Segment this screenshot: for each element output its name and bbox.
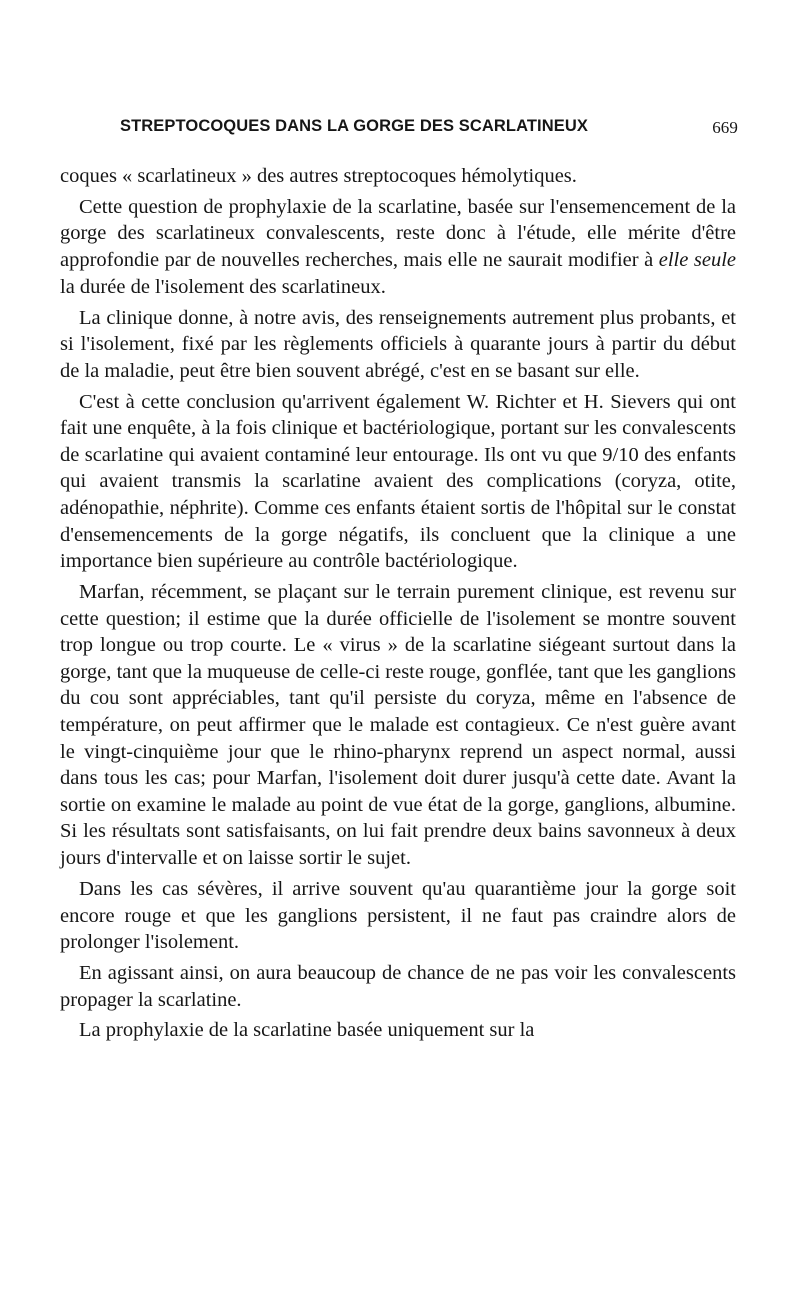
paragraph-clinical-evidence: La clinique donne, à notre avis, des renseignements autrement plus probants, et si l'isolement, fixé par les règlements officiels à quarante jours à partir du début de la maladie, peut être bien souvent abrégé, c'est en se basant sur elle. (60, 306, 736, 382)
page-number: 669 (712, 118, 738, 137)
paragraph-marfan: Marfan, récemment, se plaçant sur le terrain purement clinique, est revenu sur cette question; il estime que la durée officielle de l'isolement se montre souvent trop longue ou trop courte. Le « virus » de la scarlatine siégeant surtout dans la gorge, tant que la muqueuse de celle-ci reste rouge, gonflée, tant que les ganglions du cou sont appréciables, tant qu'il persiste du coryza, même en l'absence de température, on peut affirmer que le malade est contagieux. Ce n'est guère avant le vingt-cinquième jour que le rhino-pharynx reprend un aspect normal, aussi dans tous les cas; pour Marfan, l'isolement doit durer jusqu'à cette date. Avant la sortie on examine le malade au point de vue état de la gorge, ganglions, albumine. Si les résultats sont satisfaisants, on lui fait prendre deux bains savonneux à deux jours d'intervalle et on laisse sortir le sujet. (60, 581, 736, 870)
paragraph-text: Cette question de prophylaxie de la scarlatine, basée sur l'ensemencement de la gorge des scarlatineux convalescents, reste donc à l'étude, elle mérite d'être approfondie par de nouvelles recherches, mais elle ne saurait modifier à (60, 195, 736, 272)
running-head (60, 111, 736, 141)
paragraph-conclusion: En agissant ainsi, on aura beaucoup de chance de ne pas voir les convalescents propager la scarlatine. (60, 962, 736, 1011)
paragraph-severe-cases: Dans les cas sévères, il arrive souvent qu'au quarantième jour la gorge soit encore rouge et que les ganglions persistent, il ne faut pas craindre alors de prolonger l'isolement. (60, 877, 736, 954)
paragraph-final-line: La prophylaxie de la scarlatine basée uniquement sur la (79, 1019, 535, 1042)
body-text (60, 163, 736, 1044)
paragraph-continuation: coques « scarlatineux » des autres streptocoques hémolytiques. (60, 165, 577, 187)
running-title: STREPTOCOQUES DANS LA GORGE DES SCARLATINEUX (120, 117, 588, 135)
emphasis-text: elle seule (658, 249, 736, 272)
paragraph-prophylaxis-question (60, 194, 736, 300)
paragraph-richter-sievers: C'est à cette conclusion qu'arrivent également W. Richter et H. Sievers qui ont fait une enquête, à la fois clinique et bactériologique, portant sur les convalescents de scarlatine qui avaient contaminé leur entourage. Ils ont vu que 9/10 des enfants qui avaient transmis la scarlatine avaient des complications (coryza, otite, adénopathie, néphrite). Comme ces enfants étaient sortis de l'hôpital sur le constat d'ensemencements de la gorge négatifs, ils concluent que la clinique a une importance bien supérieure au contrôle bactériologique. (60, 390, 736, 573)
paragraph-text: la durée de l'isolement des scarlatineux. (60, 275, 386, 298)
book-page (60, 111, 736, 1044)
